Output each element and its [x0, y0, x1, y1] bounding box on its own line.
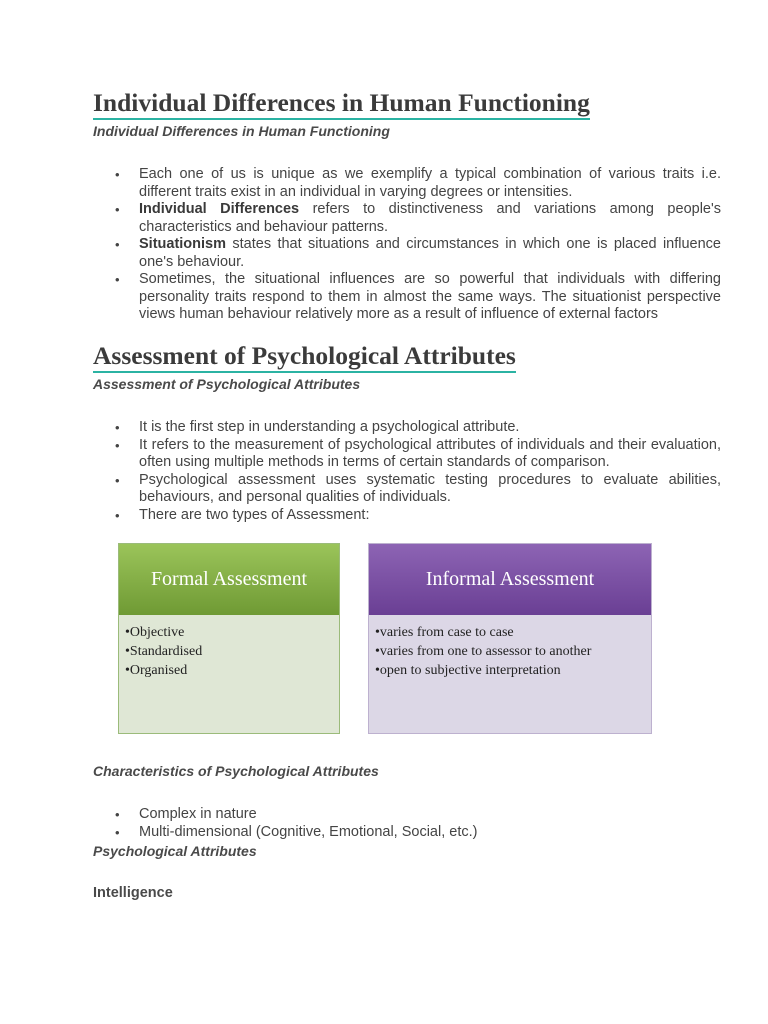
formal-assessment-title: Formal Assessment: [119, 544, 339, 615]
informal-assessment-card: [368, 543, 652, 734]
list-item: • Individual Differences refers to distinctiveness and variations among people's characteristics and behaviour patterns.: [139, 201, 721, 236]
formal-assessment-card: [118, 543, 340, 734]
informal-assessment-items: [369, 615, 651, 733]
informal-item: • varies from one to assessor to another: [375, 642, 651, 661]
characteristics-heading: Characteristics of Psychological Attributes: [93, 763, 379, 779]
section-subtitle-individual-differences: Individual Differences in Human Functioning: [93, 123, 390, 139]
assessment-types-diagram: [118, 543, 651, 733]
characteristics-list: [93, 806, 721, 841]
section-subtitle-assessment: Assessment of Psychological Attributes: [93, 376, 361, 392]
psychological-attributes-heading: Psychological Attributes: [93, 843, 257, 859]
section-title-individual-differences: Individual Differences in Human Functioning: [93, 88, 590, 120]
list-item: • There are two types of Assessment:: [139, 507, 721, 525]
list-item: • Each one of us is unique as we exemplify a typical combination of various traits i.e. different traits exist in an individual in varying degrees or intensities.: [139, 166, 721, 201]
informal-item: • varies from case to case: [375, 623, 651, 642]
formal-item: • Organised: [125, 661, 339, 680]
formal-item: • Objective: [125, 623, 339, 642]
section-title-assessment: Assessment of Psychological Attributes: [93, 341, 516, 373]
list-item: • It refers to the measurement of psychological attributes of individuals and their evaluation, often using multiple methods in terms of certain standards of comparison.: [139, 437, 721, 472]
list-item: • Psychological assessment uses systematic testing procedures to evaluate abilities, behaviours, and personal qualities of individuals.: [139, 472, 721, 507]
list-item: • Situationism states that situations and circumstances in which one is placed influence one's behaviour.: [139, 236, 721, 271]
list-item: • Complex in nature: [139, 806, 721, 824]
individual-differences-list: [93, 166, 721, 324]
list-item: • Sometimes, the situational influences are so powerful that individuals with differing personality traits respond to them in almost the same ways. The situationist perspective views human behaviour relatively more as a result of influence of external factors: [139, 271, 721, 324]
informal-item: • open to subjective interpretation: [375, 661, 651, 680]
list-item: • It is the first step in understanding a psychological attribute.: [139, 419, 721, 437]
list-item: • Multi-dimensional (Cognitive, Emotional, Social, etc.): [139, 824, 721, 842]
assessment-list: [93, 419, 721, 524]
intelligence-heading: Intelligence: [93, 885, 173, 901]
formal-item: • Standardised: [125, 642, 339, 661]
informal-assessment-title: Informal Assessment: [369, 544, 651, 615]
formal-assessment-items: [119, 615, 339, 733]
